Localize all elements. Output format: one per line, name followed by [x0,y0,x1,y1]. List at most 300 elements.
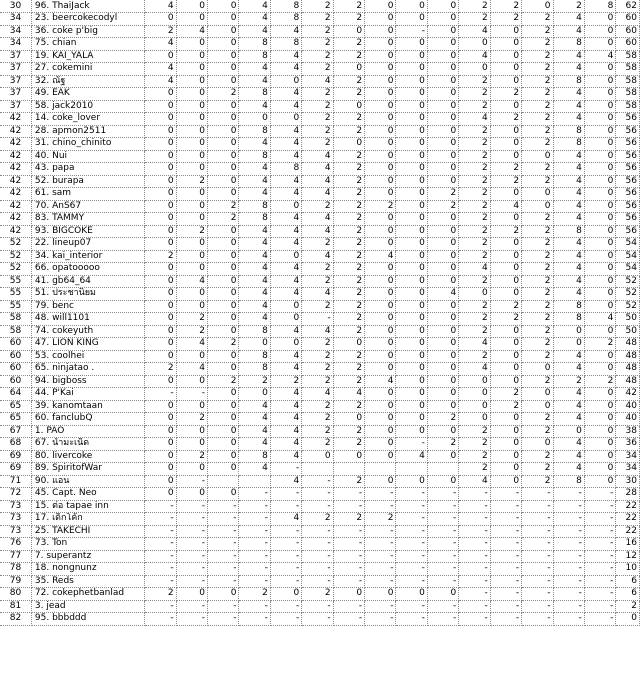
score-cell: 0 [490,138,521,151]
rank-cell: 68 [0,438,31,451]
score-cell: 0 [396,400,427,413]
score-cell: 4 [553,100,584,113]
score-cell: 0 [208,38,239,51]
score-cell: - [522,488,553,501]
score-cell [239,475,270,488]
table-row [0,275,640,288]
score-cell: 4 [270,175,301,188]
score-cell: 4 [302,288,333,301]
score-cell: 2 [333,125,364,138]
total-points-cell: 52 [616,275,640,288]
player-name-cell: 19. KAI_YALA [31,50,144,63]
score-cell [333,463,364,476]
score-cell: 2 [333,438,364,451]
player-name-cell: 44. P'Kai [31,388,144,401]
total-points-cell: 58 [616,75,640,88]
rank-cell: 65 [0,413,31,426]
score-cell: 4 [553,50,584,63]
score-cell: 2 [522,300,553,313]
score-cell: - [302,525,333,538]
score-cell: - [176,500,207,513]
score-cell: - [208,538,239,551]
score-cell: 0 [522,200,553,213]
score-cell: 4 [239,13,270,26]
score-cell: 4 [553,400,584,413]
score-cell: 0 [427,213,458,226]
score-cell: 8 [553,138,584,151]
score-cell: 0 [239,338,270,351]
table-row [0,425,640,438]
total-points-cell: 40 [616,400,640,413]
score-cell: 0 [427,325,458,338]
player-name-cell: 15. ต่อ tapae inn [31,500,144,513]
player-name-cell: 60. fanclubQ [31,413,144,426]
score-cell: 0 [584,388,615,401]
score-cell: 4 [553,25,584,38]
rank-cell: 55 [0,275,31,288]
total-points-cell: 34 [616,463,640,476]
score-cell: 0 [239,388,270,401]
score-cell: 2 [208,375,239,388]
score-cell: 2 [176,450,207,463]
score-cell: 2 [459,200,490,213]
table-row [0,450,640,463]
score-cell: - [239,613,270,626]
score-cell: 0 [208,388,239,401]
score-cell: 0 [145,350,176,363]
score-cell: 0 [490,350,521,363]
score-cell: 0 [427,450,458,463]
score-cell: 4 [239,100,270,113]
score-cell: 0 [145,263,176,276]
score-cell: - [145,563,176,576]
score-cell: 2 [333,325,364,338]
rank-cell: 42 [0,175,31,188]
player-name-cell: 75. chian [31,38,144,51]
total-points-cell: 56 [616,213,640,226]
score-cell: 0 [490,263,521,276]
score-cell: 4 [553,113,584,126]
player-name-cell: 95. bbbddd [31,613,144,626]
score-cell: 2 [365,513,396,526]
score-cell: 2 [553,0,584,13]
score-cell: 2 [490,88,521,101]
score-cell: 4 [270,188,301,201]
score-cell: - [365,600,396,613]
score-cell: - [302,488,333,501]
score-cell: 4 [553,288,584,301]
score-cell: 2 [302,63,333,76]
total-points-cell: 58 [616,88,640,101]
score-cell: - [208,525,239,538]
score-cell: - [522,525,553,538]
score-cell: 8 [270,0,301,13]
score-cell: 2 [176,225,207,238]
player-name-cell: 66. opatooooo [31,263,144,276]
score-cell: 0 [584,263,615,276]
score-cell: 0 [427,163,458,176]
score-cell: 0 [584,238,615,251]
score-cell: 4 [239,400,270,413]
score-cell: 0 [365,263,396,276]
score-cell: 2 [302,113,333,126]
score-cell: 0 [176,150,207,163]
score-cell: - [553,500,584,513]
score-cell: 8 [553,300,584,313]
score-cell: 2 [522,75,553,88]
score-cell: 0 [145,175,176,188]
score-cell: 0 [208,400,239,413]
score-cell: - [490,550,521,563]
score-cell: - [239,525,270,538]
score-cell: - [522,600,553,613]
score-cell: 2 [333,75,364,88]
score-cell: 4 [459,475,490,488]
score-cell: 0 [490,63,521,76]
score-cell: - [302,538,333,551]
score-cell: 0 [208,238,239,251]
score-cell: 2 [522,325,553,338]
score-cell: 4 [490,200,521,213]
score-cell: 0 [208,438,239,451]
score-cell: 0 [427,63,458,76]
score-cell: 2 [490,225,521,238]
score-cell: 0 [365,138,396,151]
score-cell: 2 [333,13,364,26]
score-cell: 2 [333,425,364,438]
score-cell: 4 [270,413,301,426]
score-cell: 0 [365,50,396,63]
score-cell: 4 [584,50,615,63]
score-cell: 0 [333,100,364,113]
score-cell: 4 [239,438,270,451]
score-cell: 0 [145,150,176,163]
score-cell: 0 [396,63,427,76]
score-cell: 0 [584,325,615,338]
score-cell: 0 [584,63,615,76]
score-cell: 4 [553,188,584,201]
score-cell: 2 [333,300,364,313]
score-cell: - [145,600,176,613]
score-cell: 0 [270,313,301,326]
score-cell: 2 [522,225,553,238]
score-cell: 2 [490,388,521,401]
score-cell: 0 [208,0,239,13]
score-cell: 2 [522,175,553,188]
score-cell: 2 [302,0,333,13]
score-cell: 2 [459,238,490,251]
score-cell: 0 [176,238,207,251]
score-cell: 0 [176,138,207,151]
rank-cell: 42 [0,200,31,213]
score-cell: 0 [522,388,553,401]
score-cell: 4 [270,50,301,63]
score-cell: 0 [208,325,239,338]
score-cell: - [302,500,333,513]
score-cell: 2 [522,475,553,488]
score-cell: 0 [208,125,239,138]
score-cell: 0 [176,463,207,476]
score-cell: 0 [584,425,615,438]
score-cell: 4 [553,275,584,288]
score-cell: - [522,575,553,588]
score-cell: 2 [490,300,521,313]
player-name-cell: 70. AnS67 [31,200,144,213]
score-cell: 4 [302,75,333,88]
table-row [0,188,640,201]
score-cell: 4 [239,63,270,76]
score-cell: 4 [270,225,301,238]
score-cell: 4 [459,338,490,351]
score-cell: 0 [584,225,615,238]
score-cell: 0 [270,338,301,351]
score-cell: - [208,613,239,626]
score-cell: 2 [522,213,553,226]
player-name-cell: 53. coolhei [31,350,144,363]
score-cell: - [176,600,207,613]
score-cell: 2 [522,375,553,388]
rank-cell: 55 [0,300,31,313]
table-row [0,100,640,113]
score-cell: 8 [239,350,270,363]
score-cell: - [584,575,615,588]
score-cell: 4 [270,350,301,363]
score-cell: 2 [145,588,176,601]
score-cell: 0 [490,425,521,438]
score-cell: 2 [459,350,490,363]
score-cell: 0 [427,263,458,276]
score-cell: 4 [459,363,490,376]
score-cell: 0 [427,75,458,88]
score-cell: 0 [145,400,176,413]
rank-cell: 71 [0,475,31,488]
score-cell: 0 [333,338,364,351]
score-cell: 2 [459,150,490,163]
score-cell: - [208,500,239,513]
score-cell: 4 [270,425,301,438]
score-cell: 0 [145,125,176,138]
score-cell: 0 [365,88,396,101]
score-cell: 4 [270,450,301,463]
score-cell: 4 [176,25,207,38]
table-row [0,475,640,488]
score-cell: - [396,563,427,576]
score-cell: 2 [459,88,490,101]
score-cell: 2 [522,238,553,251]
table-row [0,613,640,626]
score-cell: - [553,575,584,588]
score-cell: 0 [427,350,458,363]
score-cell: 0 [208,300,239,313]
score-cell: 0 [208,63,239,76]
score-cell: 2 [333,188,364,201]
score-cell: - [270,463,301,476]
score-cell: 2 [302,350,333,363]
score-cell: 0 [365,425,396,438]
table-row [0,50,640,63]
score-cell: 2 [333,475,364,488]
player-name-cell: 43. papa [31,163,144,176]
score-cell: 0 [396,350,427,363]
score-cell: 4 [302,213,333,226]
score-cell: - [490,513,521,526]
score-cell: 2 [208,200,239,213]
score-cell [427,463,458,476]
score-cell: 2 [333,363,364,376]
total-points-cell: 50 [616,325,640,338]
score-cell: - [584,613,615,626]
score-cell: 0 [396,238,427,251]
score-cell: - [522,550,553,563]
score-cell: 0 [584,400,615,413]
total-points-cell: 48 [616,350,640,363]
score-cell: 0 [208,163,239,176]
score-cell: - [396,538,427,551]
score-cell: 4 [239,175,270,188]
score-cell: - [584,550,615,563]
score-cell: - [490,588,521,601]
total-points-cell: 62 [616,0,640,13]
rank-cell: 58 [0,313,31,326]
score-cell: 0 [584,250,615,263]
score-cell: 0 [396,588,427,601]
score-cell: 0 [490,50,521,63]
score-cell: - [208,600,239,613]
table-row [0,175,640,188]
score-cell: - [365,563,396,576]
score-cell: 2 [427,188,458,201]
score-cell: 0 [176,400,207,413]
total-points-cell: 38 [616,425,640,438]
score-cell: 8 [553,225,584,238]
score-cell: - [396,613,427,626]
score-cell: 2 [176,413,207,426]
score-cell: 0 [396,175,427,188]
total-points-cell: 56 [616,200,640,213]
score-cell: 0 [208,488,239,501]
score-cell: 0 [145,200,176,213]
score-cell: 4 [239,413,270,426]
score-cell: 0 [365,100,396,113]
score-cell: 0 [145,238,176,251]
score-cell: - [145,550,176,563]
table-row [0,238,640,251]
score-cell: 0 [176,188,207,201]
score-cell: - [490,600,521,613]
score-cell: 0 [176,300,207,313]
score-cell: 4 [302,388,333,401]
score-cell: 4 [239,425,270,438]
player-name-cell: 93. BIGCOKE [31,225,144,238]
score-cell: 2 [522,50,553,63]
score-cell: 0 [145,425,176,438]
score-cell: 0 [396,275,427,288]
total-points-cell: 60 [616,13,640,26]
score-cell: 0 [365,188,396,201]
score-cell: 4 [459,263,490,276]
score-cell: 0 [396,338,427,351]
score-cell: 8 [553,313,584,326]
score-cell: 0 [365,238,396,251]
score-cell: 2 [302,138,333,151]
score-cell: 2 [522,125,553,138]
score-cell: 4 [239,250,270,263]
score-cell: - [176,525,207,538]
table-row [0,325,640,338]
table-row [0,113,640,126]
table-row [0,575,640,588]
score-cell: 4 [553,450,584,463]
score-cell: 4 [239,25,270,38]
score-cell: 0 [365,163,396,176]
score-cell: 0 [145,163,176,176]
score-cell: - [208,513,239,526]
score-cell: 0 [208,363,239,376]
score-cell: 2 [333,263,364,276]
score-cell: - [396,500,427,513]
score-cell: 0 [333,588,364,601]
total-points-cell: 58 [616,63,640,76]
score-cell: 0 [459,400,490,413]
total-points-cell: 6 [616,575,640,588]
score-cell: 0 [427,13,458,26]
score-cell: 2 [522,313,553,326]
score-cell: 2 [333,350,364,363]
score-cell: - [427,488,458,501]
score-cell: 8 [239,363,270,376]
score-cell: 0 [396,213,427,226]
score-cell: 2 [302,400,333,413]
score-cell: 4 [459,113,490,126]
score-cell: 4 [365,375,396,388]
score-cell: 2 [584,375,615,388]
score-cell: 2 [145,363,176,376]
rank-cell: 60 [0,338,31,351]
player-name-cell: 51. ประชานิยม [31,288,144,301]
score-cell: 4 [270,475,301,488]
score-cell: - [270,575,301,588]
score-cell: - [145,525,176,538]
score-cell: - [427,538,458,551]
total-points-cell: 48 [616,338,640,351]
score-cell: 2 [333,400,364,413]
score-cell: 0 [427,175,458,188]
score-cell: 4 [396,450,427,463]
score-cell: 2 [459,163,490,176]
score-cell: 4 [553,13,584,26]
table-row [0,213,640,226]
score-cell: 0 [584,88,615,101]
rank-cell: 42 [0,188,31,201]
score-cell: 8 [239,50,270,63]
score-cell: 2 [176,313,207,326]
score-cell: - [270,613,301,626]
score-cell: 2 [302,425,333,438]
score-cell: 0 [427,25,458,38]
score-cell: 0 [176,250,207,263]
score-cell: 2 [459,463,490,476]
score-cell: - [490,538,521,551]
player-name-cell: 32. ณัฐ [31,75,144,88]
score-cell: 0 [584,288,615,301]
score-cell: 2 [302,200,333,213]
player-name-cell: 17. เด็กโค้ก [31,513,144,526]
score-cell: 0 [208,425,239,438]
score-cell: 4 [239,138,270,151]
score-cell: 2 [333,38,364,51]
total-points-cell: 54 [616,238,640,251]
score-cell: - [396,600,427,613]
